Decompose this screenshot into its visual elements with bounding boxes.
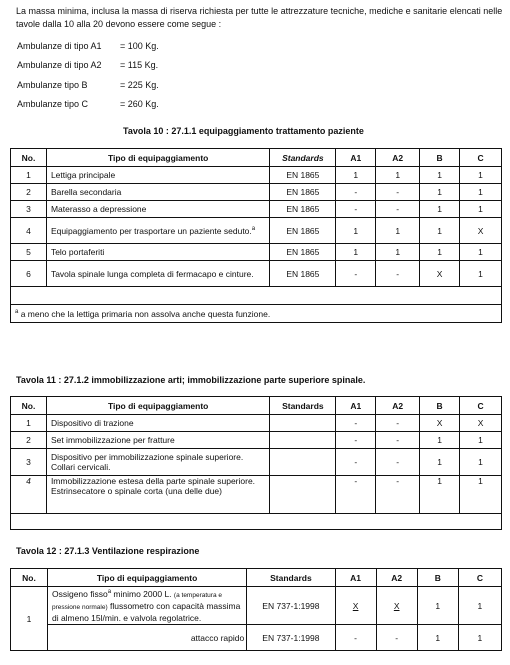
- amb-label: Ambulanze di tipo A2: [17, 60, 102, 70]
- desc-part: Ossigeno fisso: [51, 588, 108, 599]
- cell-a2: -: [376, 432, 420, 449]
- cell-a2: 1: [376, 244, 420, 261]
- cell-c: 1: [460, 201, 502, 218]
- cell-no: 1: [11, 587, 48, 651]
- cell-c: 1: [460, 476, 502, 514]
- cell-no: 2: [11, 184, 47, 201]
- table10: [10, 148, 502, 323]
- amb-label: Ambulanze di tipo A1: [17, 41, 102, 51]
- table-row: [11, 244, 502, 261]
- col-standards: Standards: [247, 569, 335, 587]
- desc-part: flussometro con capacità massima di almeno 15l/min. e valvola regolatrice.: [51, 600, 241, 623]
- col-a2: A2: [376, 569, 417, 587]
- table10-footnote-row: [11, 305, 502, 323]
- table-row: [11, 432, 502, 449]
- cell-a2: -: [376, 625, 417, 651]
- cell-std: EN 1865: [270, 167, 336, 184]
- cell-c: 1: [460, 167, 502, 184]
- cell-std: [270, 415, 336, 432]
- col-a2: A2: [376, 397, 420, 415]
- col-c: C: [460, 397, 502, 415]
- table10-caption: Tavola 10 : 27.1.1 equipaggiamento trattamento paziente: [123, 126, 364, 136]
- cell-std: EN 1865: [270, 244, 336, 261]
- cell-a2: -: [376, 415, 420, 432]
- cell-std: EN 737-1:1998: [247, 625, 335, 651]
- amb-value: = 225 Kg.: [120, 80, 159, 90]
- cell-desc: Barella secondaria: [46, 184, 269, 201]
- table11: [10, 396, 502, 530]
- cell-no: 4: [11, 476, 47, 514]
- footnote-marker: a: [107, 589, 112, 596]
- cell-b: 1: [420, 167, 460, 184]
- cell-c: 1: [458, 625, 501, 651]
- table-row: [11, 449, 502, 476]
- cell-b: 1: [420, 432, 460, 449]
- cell-a1: 1: [336, 244, 376, 261]
- footnote-marker: a: [251, 225, 256, 232]
- cell-b: 1: [420, 201, 460, 218]
- table-row: [11, 587, 502, 625]
- cell-a1: -: [336, 415, 376, 432]
- cell-b: 1: [420, 218, 460, 244]
- cell-c: 1: [458, 587, 501, 625]
- cell-a2: -: [376, 201, 420, 218]
- empty-cell: [11, 287, 502, 305]
- cell-a1: -: [336, 432, 376, 449]
- col-b: B: [420, 149, 460, 167]
- col-b: B: [420, 397, 460, 415]
- cell-no: 5: [11, 244, 47, 261]
- cell-std: EN 737-1:1998: [247, 587, 335, 625]
- table11-header: [11, 397, 502, 415]
- col-no: No.: [11, 397, 47, 415]
- cell-desc: Set immobilizzazione per fratture: [46, 432, 269, 449]
- cell-a2: -: [376, 476, 420, 514]
- ambulanza-a2: [17, 60, 158, 70]
- cell-no: 6: [11, 261, 47, 287]
- cell-b: 1: [420, 476, 460, 514]
- cell-a1: 1: [336, 218, 376, 244]
- cell-no: 3: [11, 201, 47, 218]
- empty-cell: [11, 514, 502, 530]
- cell-b: 1: [420, 244, 460, 261]
- footnote-text: a meno che la lettiga primaria non assolva anche questa funzione.: [20, 308, 271, 319]
- cell-desc: Dispositivo di trazione: [46, 415, 269, 432]
- cell-a2: -: [376, 261, 420, 287]
- table-row: [11, 167, 502, 184]
- cell-desc: Lettiga principale: [46, 167, 269, 184]
- col-standards: Standards: [270, 397, 336, 415]
- cell-b: X: [420, 261, 460, 287]
- cell-c: X: [460, 218, 502, 244]
- cell-no: 1: [11, 167, 47, 184]
- table-row-empty: [11, 287, 502, 305]
- cell-c: 1: [460, 261, 502, 287]
- table-row: [11, 415, 502, 432]
- cell-a1: X: [335, 587, 376, 625]
- col-no: No.: [11, 149, 47, 167]
- cell-a1: -: [336, 184, 376, 201]
- table-row: [11, 261, 502, 287]
- table11-caption: Tavola 11 : 27.1.2 immobilizzazione arti; immobilizzazione parte superiore spinale.: [16, 375, 366, 385]
- table-row: [11, 184, 502, 201]
- cell-desc: Immobilizzazione estesa della parte spinale superiore. Estrinsecatore o spinale corta (una delle due): [46, 476, 269, 514]
- cell-b: X: [420, 415, 460, 432]
- cell-a1: -: [336, 476, 376, 514]
- table-row-empty: [11, 514, 502, 530]
- cell-a1: -: [335, 625, 376, 651]
- cell-b: 1: [417, 587, 458, 625]
- cell-std: EN 1865: [270, 261, 336, 287]
- cell-desc: Telo portaferiti: [46, 244, 269, 261]
- amb-value: = 115 Kg.: [120, 60, 159, 70]
- cell-a1: -: [336, 261, 376, 287]
- table-row: [11, 201, 502, 218]
- cell-a2: -: [376, 449, 420, 476]
- cell-a2: -: [376, 184, 420, 201]
- intro-text: La massa minima, inclusa la massa di riserva richiesta per tutte le attrezzature tecniche, mediche e sanitarie elencati nelle tavole dalla 10 alla 20 devono essere come segue :: [16, 6, 503, 29]
- col-tipo: Tipo di equipaggiamento: [46, 149, 269, 167]
- cell-c: 1: [460, 432, 502, 449]
- col-a1: A1: [336, 397, 376, 415]
- cell-a1: -: [336, 449, 376, 476]
- table-row: [11, 218, 502, 244]
- amb-value: = 260 Kg.: [120, 99, 159, 109]
- col-standards: Standards: [270, 149, 336, 167]
- ambulanza-a1: [17, 41, 159, 51]
- cell-c: 1: [460, 184, 502, 201]
- cell-std: EN 1865: [270, 201, 336, 218]
- cell-b: 1: [420, 449, 460, 476]
- cell-std: EN 1865: [270, 184, 336, 201]
- cell-a1: -: [336, 201, 376, 218]
- cell-c: 1: [460, 449, 502, 476]
- cell-desc: [47, 587, 246, 625]
- amb-label: Ambulanze tipo B: [17, 80, 88, 90]
- col-a2: A2: [376, 149, 420, 167]
- cell-b: 1: [420, 184, 460, 201]
- table12: [10, 568, 502, 651]
- cell-b: 1: [417, 625, 458, 651]
- cell-c: X: [460, 415, 502, 432]
- col-a1: A1: [336, 149, 376, 167]
- col-a1: A1: [335, 569, 376, 587]
- cell-no: 1: [11, 415, 47, 432]
- cell-desc-text: Equipaggiamento per trasportare un paziente seduto.: [50, 225, 252, 236]
- cell-desc: attacco rapido: [47, 625, 246, 651]
- col-no: No.: [11, 569, 48, 587]
- table-row: [11, 625, 502, 651]
- cell-std: [270, 449, 336, 476]
- cell-desc: Materasso a depressione: [46, 201, 269, 218]
- cell-std: EN 1865: [270, 218, 336, 244]
- desc-part: minimo 2000 L.: [111, 588, 172, 599]
- col-tipo: Tipo di equipaggiamento: [47, 569, 246, 587]
- cell-std: [270, 476, 336, 514]
- cell-a2: X: [376, 587, 417, 625]
- footnote: [11, 305, 502, 323]
- cell-no: 2: [11, 432, 47, 449]
- col-tipo: Tipo di equipaggiamento: [46, 397, 269, 415]
- cell-desc: Tavola spinale lunga completa di fermacapo e cinture.: [46, 261, 269, 287]
- col-c: C: [458, 569, 501, 587]
- amb-label: Ambulanze tipo C: [17, 99, 89, 109]
- footnote-sup: a: [15, 308, 19, 315]
- desc-small: (a temperatura e pressione normale): [51, 591, 222, 611]
- table10-header: [11, 149, 502, 167]
- cell-desc: Dispositivo per immobilizzazione spinale superiore. Collari cervicali.: [46, 449, 269, 476]
- cell-c: 1: [460, 244, 502, 261]
- cell-a1: 1: [336, 167, 376, 184]
- cell-a2: 1: [376, 218, 420, 244]
- col-c: C: [460, 149, 502, 167]
- table-row: [11, 476, 502, 514]
- cell-a2: 1: [376, 167, 420, 184]
- table12-header: [11, 569, 502, 587]
- col-b: B: [417, 569, 458, 587]
- cell-no: 3: [11, 449, 47, 476]
- ambulanza-c: [17, 99, 159, 109]
- ambulanza-b: [17, 80, 159, 90]
- table12-caption: Tavola 12 : 27.1.3 Ventilazione respirazione: [16, 546, 200, 556]
- amb-value: = 100 Kg.: [120, 41, 159, 51]
- cell-no: 4: [11, 218, 47, 244]
- cell-std: [270, 432, 336, 449]
- cell-desc: [46, 218, 269, 244]
